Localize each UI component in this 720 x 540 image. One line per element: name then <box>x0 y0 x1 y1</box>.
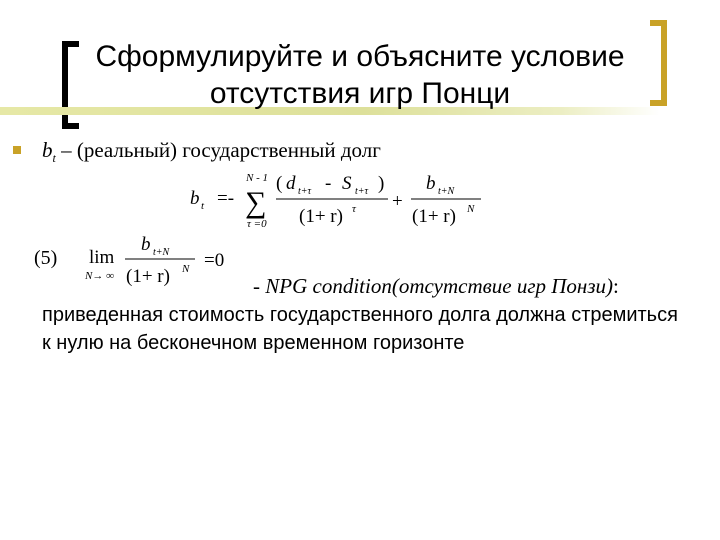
debt-variable-sub: t <box>52 151 56 166</box>
formula1-sum-bottom: τ =0 <box>247 218 267 230</box>
formula1-b2: b <box>426 173 436 194</box>
slide-title-line1: Сформулируйте и объясните условие <box>95 40 625 73</box>
debt-definition: – (реальный) государственный долг <box>61 138 381 162</box>
formula1-den2-exp: N <box>467 203 475 215</box>
formula1-plus: + <box>392 191 403 212</box>
title-bracket-right <box>650 20 667 106</box>
formula1-s-sub: t+τ <box>355 186 369 197</box>
formula2-den-exp: N <box>182 263 190 275</box>
formula1-den1: (1+ r) <box>299 206 343 227</box>
npg-colon: : <box>613 274 619 298</box>
formula1-s: S <box>342 173 352 194</box>
formula1-b: b <box>190 188 200 209</box>
formula1-num-open: ( <box>276 173 283 194</box>
formula1-b2-sub: t+N <box>438 186 455 197</box>
formula1-eq-minus: =- <box>217 188 235 209</box>
formula1-sum-top: N - 1 <box>246 172 268 184</box>
formula1-d: d <box>286 173 296 194</box>
slide-title-line2: отсутствия игр Понци <box>209 77 511 110</box>
formula2-eq: =0 <box>204 250 225 271</box>
npg-dash: - <box>253 274 266 298</box>
formula1-num-close: ) <box>378 173 385 194</box>
formula1-b-sub: t <box>201 200 205 212</box>
bullet-text <box>42 137 381 171</box>
formula1-d-sub: t+τ <box>298 186 312 197</box>
formula2-lim: lim <box>89 247 115 268</box>
slide-title <box>90 38 630 112</box>
formula2-lim-sub: N→ ∞ <box>85 270 114 282</box>
formula2-b: b <box>141 234 151 255</box>
equation-number: (5) <box>34 247 58 269</box>
npg-condition-text: NPG condition(отсутствие игр Понзи) <box>265 274 614 298</box>
formula2-b-sub: t+N <box>153 247 170 258</box>
formula1-minus: - <box>325 173 332 194</box>
title-bracket-left <box>62 41 79 129</box>
formula1-sigma: ∑ <box>245 186 267 219</box>
npg-condition <box>253 274 619 299</box>
npg-description: приведенная стоимость государственного долга должна стремиться к нулю на бесконечном временном горизонте <box>42 304 678 354</box>
formula1-den1-exp: τ <box>352 203 356 215</box>
bullet-square-icon <box>13 146 21 154</box>
debt-variable: b <box>42 138 53 162</box>
formula1-den2: (1+ r) <box>412 206 456 227</box>
formula2-den: (1+ r) <box>126 266 170 287</box>
